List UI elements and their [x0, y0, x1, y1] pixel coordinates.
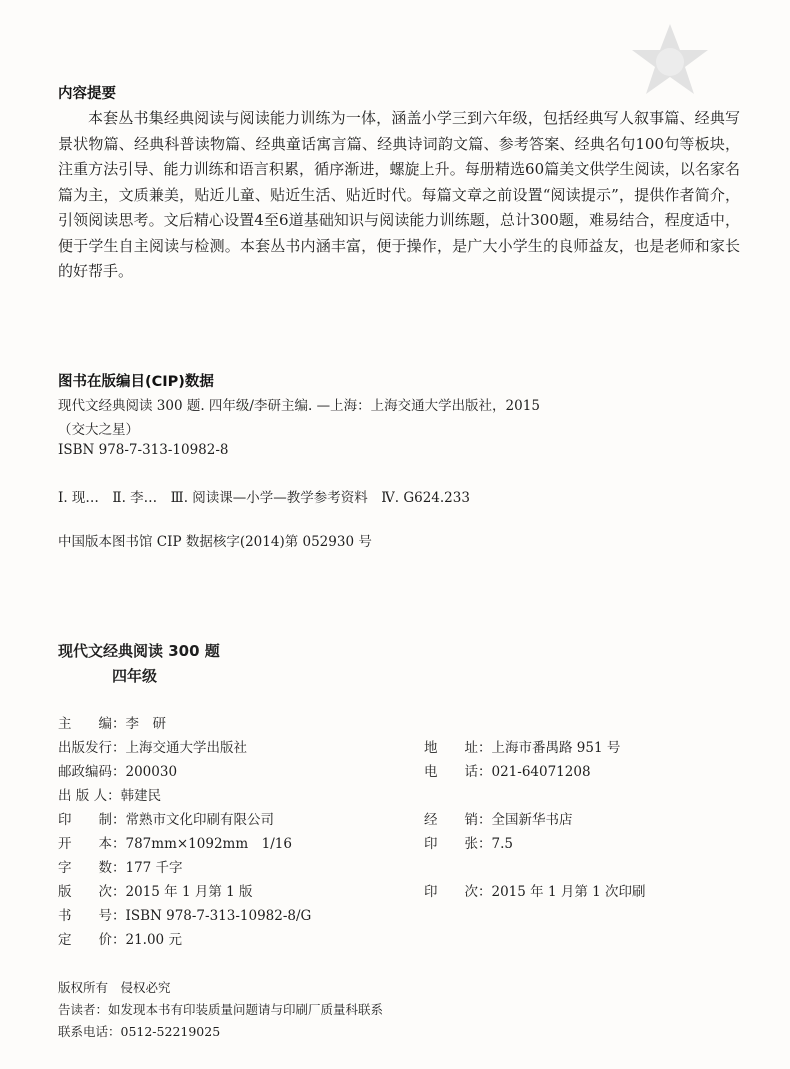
info-value: 韩建民 [120, 788, 162, 804]
info-value: ISBN 978-7-313-10982-8/G [125, 908, 312, 924]
info-label: 地 址： [424, 740, 492, 756]
info-value: 21.00 元 [125, 932, 182, 948]
info-value: 全国新华书店 [491, 812, 573, 828]
info-distributor [424, 808, 573, 828]
info-label: 邮政编码： [58, 764, 126, 780]
info-label: 印 制： [58, 812, 126, 828]
cip-record-number: 中国版本图书馆 CIP 数据核字(2014)第 052930 号 [58, 534, 372, 550]
info-book-number [58, 904, 311, 924]
info-label: 印 张： [424, 836, 492, 852]
info-phone [424, 760, 591, 780]
info-value: 2015 年 1 月第 1 次印刷 [491, 884, 646, 900]
info-value: 李 研 [125, 716, 166, 732]
info-sheets [424, 832, 513, 852]
cip-heading: 图书在版编目(CIP)数据 [58, 374, 214, 390]
info-value: 177 千字 [125, 860, 183, 876]
info-publisher-person [58, 784, 161, 804]
info-label: 开 本： [58, 836, 126, 852]
info-label: 版 次： [58, 884, 126, 900]
summary-body: 本套丛书集经典阅读与阅读能力训练为一体，涵盖小学三到六年级，包括经典写人叙事篇、经典写景状物篇、经典科普读物篇、经典童话寓言篇、经典诗词韵文篇、参考答案、经典名句100句等板块，注重方法引导、能力训练和语言积累，循序渐进，螺旋上升。每册精选60篇美文供学生阅读，以名家名篇为主，文质兼美，贴近儿童、贴近生活、贴近时代。每篇文章之前设置“阅读提示”，提供作者简介，引领阅读思考。文后精心设置4至6道基础知识与阅读能力训练题，总计300题，难易结合，程度适中，便于学生自主阅读与检测。本套丛书内涵丰富，便于操作，是广大小学生的良师益友，也是老师和家长的好帮手。 [58, 109, 740, 280]
info-price [58, 928, 182, 948]
info-value: 2015 年 1 月第 1 版 [125, 884, 253, 900]
contact-phone: 联系电话：0512-52219025 [58, 1024, 221, 1039]
info-value: 7.5 [491, 836, 513, 852]
info-value: 021-64071208 [491, 764, 591, 780]
info-word-count [58, 856, 183, 876]
info-value: 上海市番禺路 951 号 [491, 740, 621, 756]
info-value: 上海交通大学出版社 [125, 740, 247, 756]
info-postcode [58, 760, 177, 780]
cip-isbn-line: ISBN 978-7-313-10982-8 [58, 442, 229, 458]
info-label: 出版发行： [58, 740, 126, 756]
book-title: 现代文经典阅读 300 题 [58, 642, 220, 660]
info-label: 电 话： [424, 764, 492, 780]
info-value: 787mm×1092mm 1/16 [125, 836, 292, 852]
cip-catalog-line: 现代文经典阅读 300 题. 四年级/李研主编. —上海：上海交通大学出版社，2015 [58, 398, 540, 414]
info-label: 字 数： [58, 860, 126, 876]
copyright-notice: 版权所有 侵权必究 [58, 980, 171, 995]
book-grade: 四年级 [112, 667, 158, 685]
info-edition [58, 880, 253, 900]
info-label: 主 编： [58, 716, 126, 732]
info-label: 定 价： [58, 932, 126, 948]
show-through-star-icon [630, 20, 710, 100]
info-printer [58, 808, 274, 828]
info-editor [58, 712, 166, 732]
info-label: 书 号： [58, 908, 126, 924]
reader-notice: 告读者：如发现本书有印装质量问题请与印刷厂质量科联系 [58, 1002, 384, 1017]
info-value: 常熟市文化印刷有限公司 [125, 812, 274, 828]
cip-classification-line: Ⅰ. 现… Ⅱ. 李… Ⅲ. 阅读课—小学—教学参考资料 Ⅳ. G624.233 [58, 490, 470, 506]
info-address [424, 736, 620, 756]
summary-heading: 内容提要 [58, 86, 116, 102]
info-label: 出 版 人： [58, 788, 121, 804]
info-printing [424, 880, 646, 900]
info-label: 经 销： [424, 812, 492, 828]
cip-series-line: （交大之星） [58, 422, 139, 438]
info-label: 印 次： [424, 884, 492, 900]
info-value: 200030 [125, 764, 178, 780]
info-format [58, 832, 292, 852]
info-publisher [58, 736, 247, 756]
